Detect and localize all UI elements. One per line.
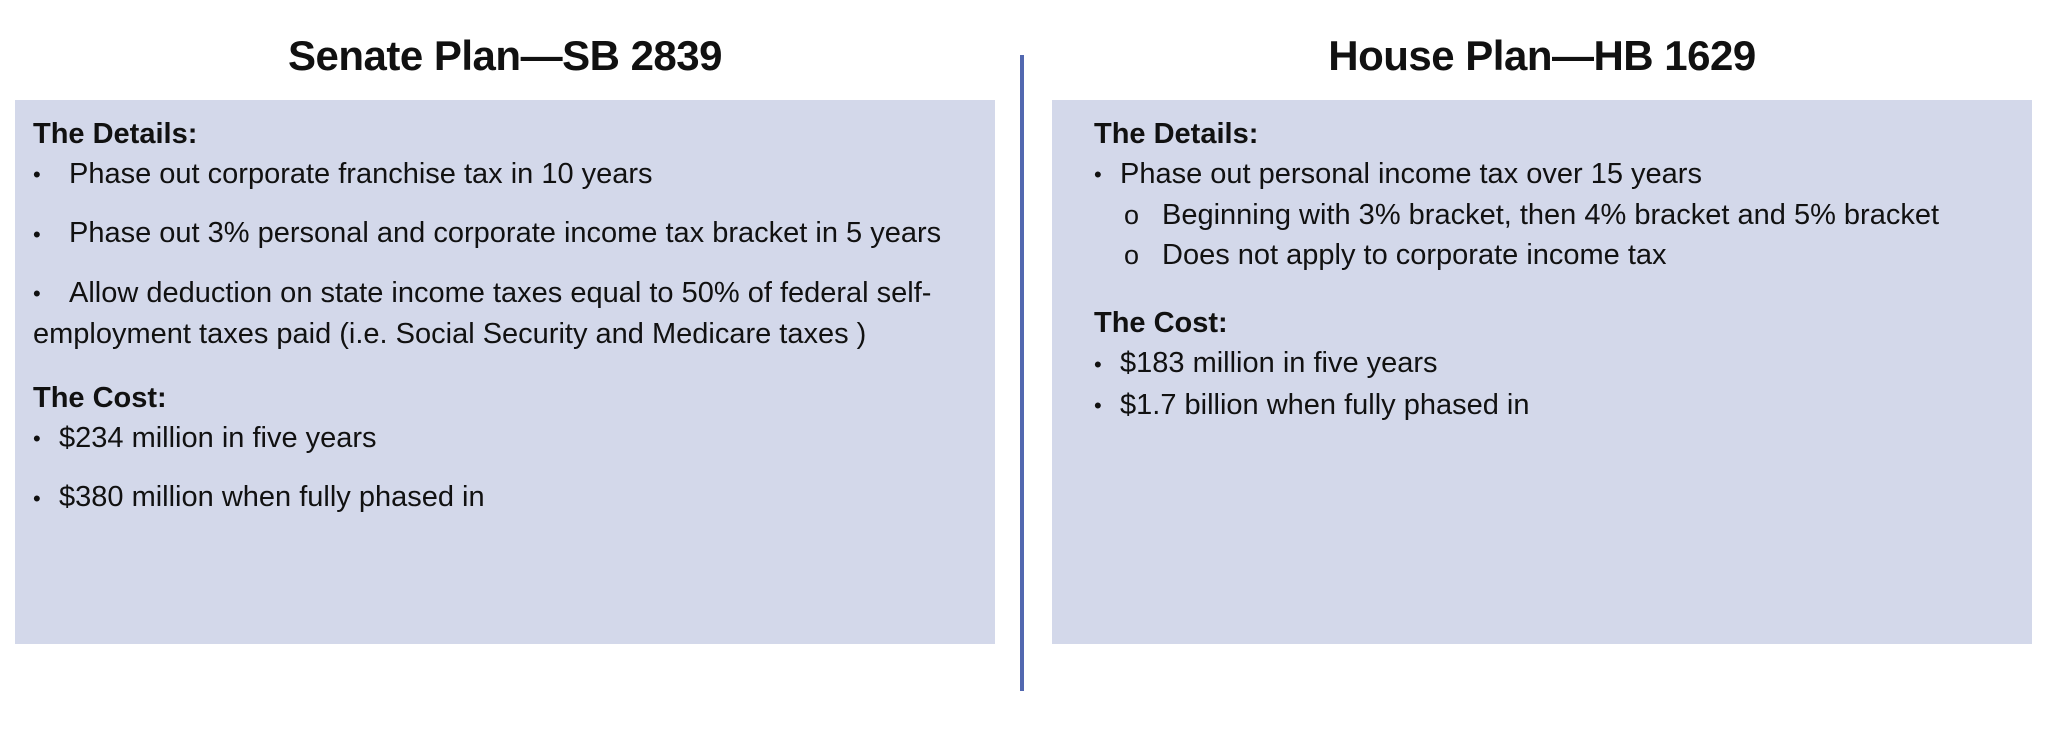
list-item: [33, 154, 977, 195]
senate-detail-text: Phase out 3% personal and corporate income tax bracket in 5 years: [69, 217, 942, 250]
house-plan-title: House Plan—HB 1629: [1328, 32, 1756, 79]
house-plan-panel: [1052, 100, 2032, 644]
list-item: [1094, 154, 2014, 275]
sub-bullet-icon: o: [1124, 240, 1140, 271]
house-sub-detail-text: Does not apply to corporate income tax: [1162, 239, 1667, 272]
senate-cost-text: $234 million in five years: [59, 422, 377, 455]
senate-detail-text: Allow deduction on state income taxes equal to 50% of federal self-employment taxes paid (i.e. Social Security and Medicare taxes ): [33, 276, 932, 351]
center-divider: [1020, 55, 1024, 691]
senate-cost-text: $380 million when fully phased in: [59, 481, 485, 514]
list-item: [33, 273, 977, 354]
senate-plan-title: Senate Plan—SB 2839: [287, 32, 723, 79]
bullet-icon: •: [33, 162, 41, 188]
house-sub-detail-text: Beginning with 3% bracket, then 4% bracket and 5% bracket: [1162, 199, 1940, 232]
senate-plan-panel: [15, 100, 995, 644]
sub-bullet-icon: o: [1124, 200, 1140, 231]
list-item: [1124, 235, 2014, 275]
senate-details-list: [33, 154, 977, 354]
senate-cost-heading: The Cost:: [33, 382, 167, 415]
house-cost-list: [1094, 343, 2014, 426]
bullet-icon: •: [33, 221, 41, 247]
list-item: [1094, 385, 2014, 426]
list-item: [33, 418, 977, 459]
senate-cost-list: [33, 418, 977, 519]
list-item: [1124, 195, 2014, 235]
house-sub-details-list: [1094, 195, 2014, 275]
list-item: [1094, 343, 2014, 384]
list-item: [33, 213, 977, 254]
list-item: [33, 477, 977, 518]
senate-details-heading: The Details:: [33, 118, 198, 150]
house-detail-text: Phase out personal income tax over 15 years: [1120, 158, 1702, 190]
bullet-icon: •: [33, 281, 41, 307]
senate-detail-text: Phase out corporate franchise tax in 10 years: [69, 158, 653, 190]
bullet-icon: •: [1094, 162, 1102, 188]
bullet-icon: •: [1094, 351, 1102, 377]
house-details-list: [1094, 154, 2014, 275]
house-details-heading: The Details:: [1094, 118, 1259, 150]
bullet-icon: •: [33, 485, 41, 511]
house-cost-heading: The Cost:: [1094, 307, 1228, 340]
bullet-icon: •: [33, 426, 41, 452]
house-cost-text: $183 million in five years: [1120, 347, 1438, 380]
bullet-icon: •: [1094, 393, 1102, 419]
house-cost-text: $1.7 billion when fully phased in: [1120, 388, 1530, 421]
